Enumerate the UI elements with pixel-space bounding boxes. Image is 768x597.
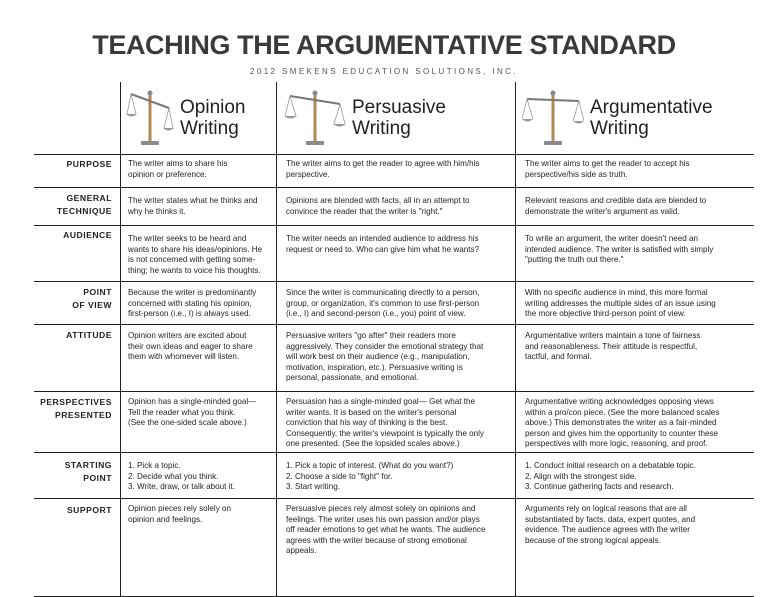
cell-audience-persuasive: The writer needs an intended audience to address his request or need to. Who can give him what he wants? <box>286 234 480 254</box>
column-title-opinion: Opinion Writing <box>180 97 246 139</box>
header-divider <box>34 154 754 155</box>
cell-starting-argumentative: 1. Conduct initial research on a debatable topic. 2. Align with the strongest side. 3. Continue gathering facts and research. <box>525 461 696 492</box>
cell-attitude-opinion: Opinion writers are excited about their own ideas and eager to share them with whomever will listen. <box>128 331 253 362</box>
column-header-argumentative <box>522 82 754 154</box>
cell-support-persuasive: Persuasive pieces rely almost solely on opinions and feelings. The writer uses his own passion and/or plays off reader emotions to get what he wants. The audience agrees with the writer because of strong emotional appeals. <box>286 504 486 556</box>
cell-audience-opinion: The writer seeks to be heard and wants to share his ideas/opinions. He is not concerned with getting some- thing; he wants to voice his thoughts. <box>128 234 263 275</box>
cell-perspectives-opinion: Opinion has a single-minded goal— Tell the reader what you think. (See the one-sided scale above.) <box>128 397 257 428</box>
cell-perspectives-argumentative: Argumentative writing acknowledges opposing views within a pro/con piece. (See the more balanced scales above.) This demonstrates the writer as a fair-minded person and gives him the opportunity to counter these perspectives with more logic, reasoning, and proof. <box>525 397 720 449</box>
cell-starting-persuasive: 1. Pick a topic of interest. (What do you want?) 2. Choose a side to "fight" for. 3. Start writing. <box>286 461 454 492</box>
row-label-starting-point: STARTING POINT <box>64 460 112 483</box>
column-divider-2 <box>276 82 277 596</box>
column-divider-1 <box>120 82 121 596</box>
cell-technique-opinion: The writer states what he thinks and why he thinks it. <box>128 196 258 216</box>
cell-technique-argumentative: Relevant reasons and credible data are blended to demonstrate the writer's argument as valid. <box>525 196 707 216</box>
row-label-audience: AUDIENCE <box>63 230 112 240</box>
page-title: TEACHING THE ARGUMENTATIVE STANDARD <box>92 30 676 60</box>
cell-purpose-argumentative: The writer aims to get the reader to accept his perspective/his side as truth. <box>525 159 690 179</box>
column-divider-3 <box>515 82 516 596</box>
row-divider <box>34 281 754 282</box>
cell-purpose-persuasive: The writer aims to get the reader to agree with him/his perspective. <box>286 159 480 179</box>
row-divider <box>34 391 754 392</box>
row-label-support: SUPPORT <box>66 505 112 515</box>
row-label-attitude: ATTITUDE <box>66 330 112 340</box>
lopsided-scale-icon <box>284 86 346 150</box>
cell-perspectives-persuasive: Persuasion has a single-minded goal— Get what the writer wants. It is based on the writer's personal conviction that his way of thinking is the best. Consequently, the writer's viewpoint is typically the only one presented. (See the lopsided scales above.) <box>286 397 484 449</box>
one-sided-scale-icon <box>126 86 174 150</box>
row-label-perspectives-presented: PERSPECTIVES PRESENTED <box>40 397 112 420</box>
column-header-persuasive <box>284 82 512 154</box>
row-divider <box>34 225 754 226</box>
cell-starting-opinion: 1. Pick a topic. 2. Decide what you think. 3. Write, draw, or talk about it. <box>128 461 235 492</box>
cell-support-opinion: Opinion pieces rely solely on opinion and feelings. <box>128 504 232 524</box>
cell-attitude-argumentative: Argumentative writers maintain a tone of fairness and reasonableness. Their attitude is respectful, tactful, and formal. <box>525 331 701 362</box>
cell-pov-persuasive: Since the writer is communicating directly to a person, group, or organization, it's common to use first-person (i.e., I) and second-person (i.e., you) point of view. <box>286 288 480 319</box>
row-divider <box>34 498 754 499</box>
row-divider <box>34 187 754 188</box>
page-subtitle: 2012 SMEKENS EDUCATION SOLUTIONS, INC. <box>250 67 518 76</box>
cell-pov-opinion: Because the writer is predominantly concerned with stating his opinion, first-person (i.e., I) is always used. <box>128 288 257 319</box>
cell-attitude-persuasive: Persuasive writers "go after" their readers more aggressively. They consider the emotional strategy that will work best on their audience (e.g., manipulation, motivation, inspiration, etc.). Persuasive writing is personal, passionate, and emotional. <box>286 331 484 383</box>
cell-technique-persuasive: Opinions are blended with facts, all in an attempt to convince the reader that the writer is "right." <box>286 196 470 216</box>
row-divider <box>34 452 754 453</box>
row-label-point-of-view: POINT OF VIEW <box>72 287 112 310</box>
column-title-argumentative: Argumentative Writing <box>590 97 713 139</box>
column-header-opinion <box>126 82 272 154</box>
row-label-purpose: PURPOSE <box>66 159 112 169</box>
cell-audience-argumentative: To write an argument, the writer doesn't need an intended audience. The writer is satisfied with simply "putting the truth out there." <box>525 234 714 265</box>
cell-support-argumentative: Arguments rely on logical reasons that are all substantiated by facts, data, expert quotes, and evidence. The audience agrees with the writer because of the strong logical appeals. <box>525 504 696 545</box>
balanced-scale-icon <box>522 86 584 150</box>
column-title-persuasive: Persuasive Writing <box>352 97 446 139</box>
row-divider <box>34 324 754 325</box>
cell-purpose-opinion: The writer aims to share his opinion or preference. <box>128 159 228 179</box>
cell-pov-argumentative: With no specific audience in mind, this more formal writing addresses the multiple sides of an issue using the more objective third-person point of view. <box>525 288 716 319</box>
row-label-general-technique: GENERAL TECHNIQUE <box>56 193 112 216</box>
